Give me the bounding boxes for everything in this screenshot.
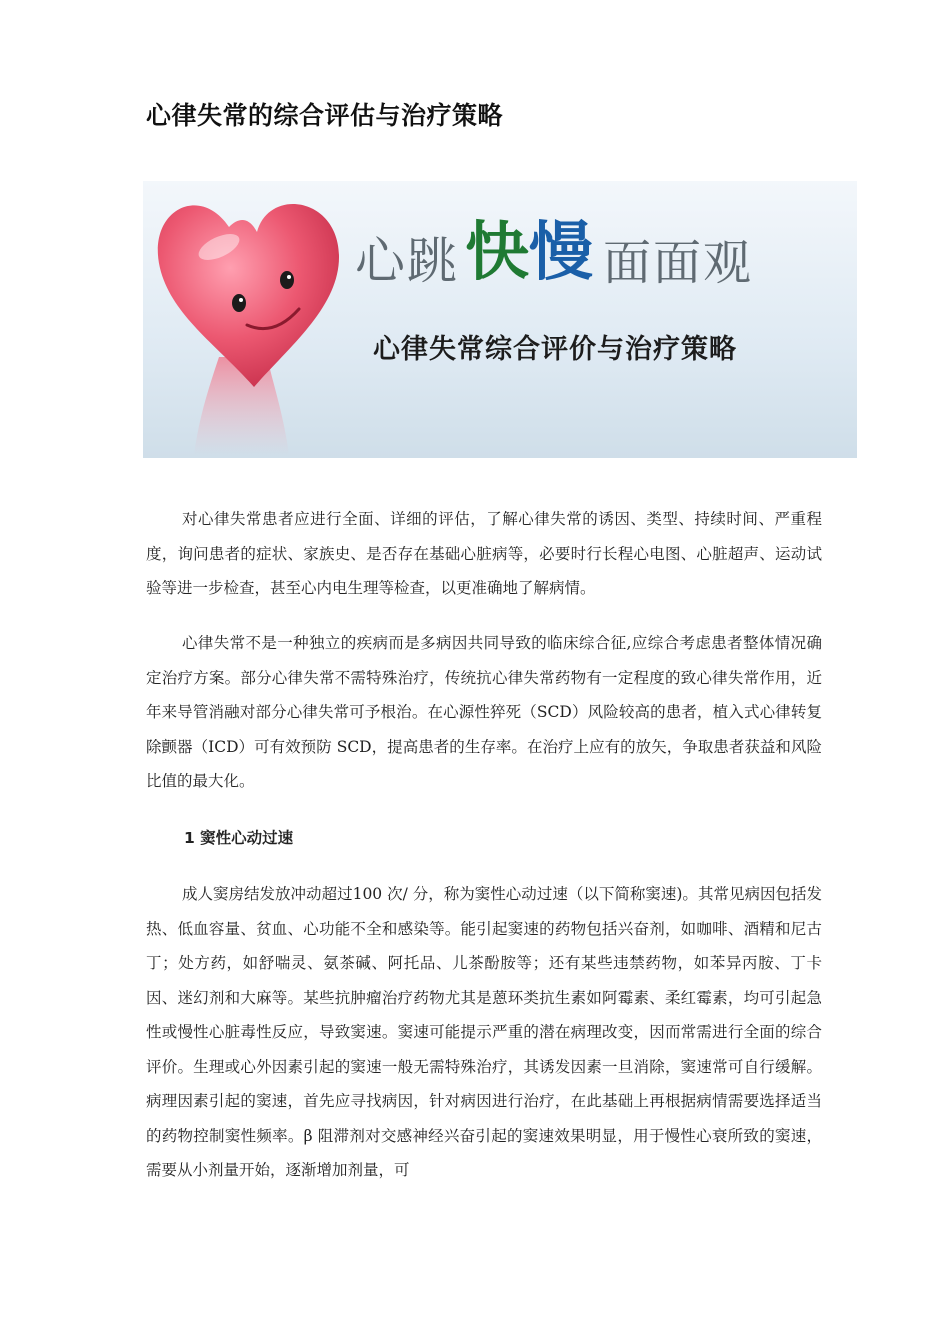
banner-headline-slow: 慢 (529, 216, 593, 290)
banner-headline-heartbeat: 心跳 (355, 232, 459, 290)
smiling-heart-icon (149, 187, 349, 455)
banner-subtitle: 心律失常综合评价与治疗策略 (373, 334, 737, 365)
banner-image (143, 181, 857, 458)
banner-headline-overview: 面面观 (603, 235, 754, 291)
paragraph-treatment: 心律失常不是一种独立的疾病而是多病因共同导致的临床综合征,应综合考虑患者整体情况确定治疗方案。部分心律失常不需特殊治疗，传统抗心律失常药物有一定程度的致心律失常作用，近年来导管消融对部分心律失常可予根治。在心源性猝死（SCD）风险较高的患者，植入式心律转复除颤器（ICD）可有效预防 SCD，提高患者的生存率。在治疗上应有的放矢，争取患者获益和风险比值的最大化。 (146, 634, 822, 790)
section-heading-sinus-tachycardia: 1 窦性心动过速 (184, 829, 294, 847)
banner-headline (355, 201, 753, 293)
paragraph-sinus-tachycardia: 成人窦房结发放冲动超过100 次/ 分，称为窦性心动过速（以下简称窦速)。其常见病因包括发热、低血容量、贫血、心功能不全和感染等。能引起窦速的药物包括兴奋剂，如咖啡、酒精和尼古丁；处方药，如舒喘灵、氨茶碱、阿托品、儿茶酚胺等；还有某些违禁药物，如苯异丙胺、丁卡因、迷幻剂和大麻等。某些抗肿瘤治疗药物尤其是蒽环类抗生素如阿霉素、柔红霉素，均可引起急性或慢性心脏毒性反应，导致窦速。窦速可能提示严重的潜在病理改变，因而常需进行全面的综合评价。生理或心外因素引起的窦速一般无需特殊治疗，其诱发因素一旦消除，窦速常可自行缓解。病理因素引起的窦速，首先应寻找病因，针对病因进行治疗，在此基础上再根据病情需要选择适当的药物控制窦性频率。β 阻滞剂对交感神经兴奋引起的窦速效果明显，用于慢性心衰所致的窦速，需要从小剂量开始，逐渐增加剂量，可 (146, 885, 822, 1179)
paragraph-assessment: 对心律失常患者应进行全面、详细的评估，了解心律失常的诱因、类型、持续时间、严重程度，询问患者的症状、家族史、是否存在基础心脏病等，必要时行长程心电图、心脏超声、运动试验等进一步检查，甚至心内电生理等检查，以更准确地了解病情。 (146, 510, 822, 597)
banner-headline-fast: 快 (465, 216, 529, 290)
page-title: 心律失常的综合评估与治疗策略 (146, 101, 504, 130)
